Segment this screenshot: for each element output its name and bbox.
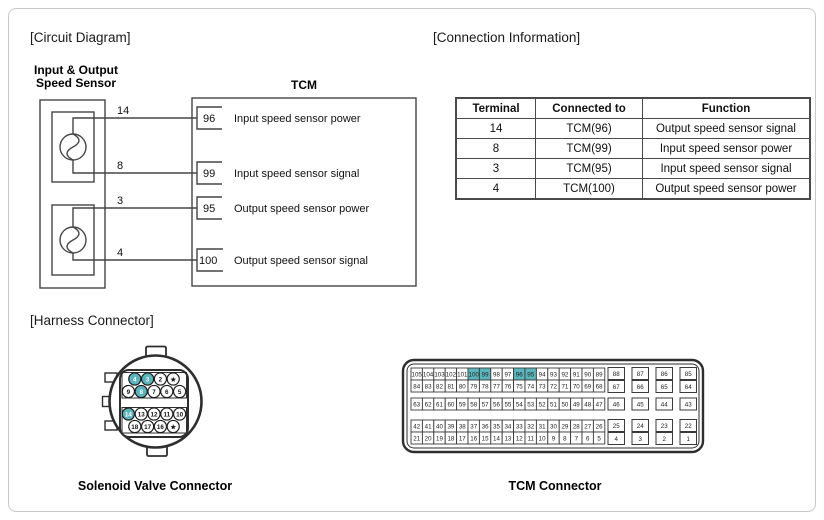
tcm-pin-label: 46 (612, 401, 620, 409)
tcm-pin-label: 56 (493, 401, 500, 409)
tcm-pin-label: 37 (470, 423, 478, 431)
tcm-pin-label: 18 (447, 435, 455, 443)
tcm-pin-label: 86 (660, 370, 668, 378)
tcm-pin-label: 80 (458, 383, 466, 391)
tcm-pin-label: 15 (481, 435, 489, 443)
solenoid-pin-label: 7 (152, 388, 156, 396)
tcm-pin-label: 72 (550, 383, 557, 391)
tcm-pin-label: 6 (585, 435, 590, 443)
wire-3-to-95 (73, 208, 197, 227)
cell-connected-to: TCM(100) (536, 179, 643, 200)
tcm-pin-label: 34 (504, 423, 512, 431)
solenoid-pin-label: 12 (150, 411, 158, 419)
col-function: Function (643, 98, 811, 119)
tcm-pin-label: 59 (458, 401, 466, 409)
tcm-pin-label: 5 (597, 435, 601, 443)
solenoid-pin-label: 4 (133, 376, 137, 384)
col-terminal: Terminal (456, 98, 536, 119)
wire-8-to-99 (73, 160, 197, 173)
tcm-pin-label: 94 (538, 371, 546, 379)
cell-terminal: 4 (456, 179, 536, 200)
tcm-pin-label: 49 (572, 401, 580, 409)
tcm-pin-label: 62 (424, 401, 432, 409)
cell-connected-to: TCM(96) (536, 119, 643, 139)
tcm-terminal-99-func: Input speed sensor signal (234, 168, 360, 180)
tcm-pin-label: 98 (493, 371, 500, 379)
tcm-pin-label: 50 (561, 401, 569, 409)
solenoid-pin-label: 5 (177, 388, 182, 396)
tcm-pin-label: 91 (572, 371, 580, 379)
tcm-pin-label: 103 (434, 371, 445, 379)
tcm-pin-label: 39 (447, 423, 455, 431)
cell-terminal: 8 (456, 139, 536, 159)
tcm-pin-label: 77 (493, 383, 500, 391)
tcm-pin-label: 93 (550, 371, 557, 379)
tcm-terminal-96-pin: 96 (203, 113, 216, 125)
solenoid-pin-label: 14 (124, 411, 132, 419)
tcm-pin-label: 30 (550, 423, 557, 431)
tcm-pin-label: 22 (684, 422, 692, 430)
tcm-pin-label: 61 (436, 401, 443, 409)
col-connected-to: Connected to (536, 98, 643, 119)
solenoid-pin-label: 17 (144, 423, 152, 431)
solenoid-pin-label: 16 (156, 423, 164, 431)
tcm-pin-label: 87 (636, 370, 644, 378)
tcm-pin-label: 79 (470, 383, 478, 391)
tcm-pin-label: 43 (684, 401, 692, 409)
table-row (456, 159, 810, 179)
tcm-pin-label: 11 (527, 435, 534, 443)
tcm-pin-label: 58 (470, 401, 478, 409)
input-sensor-wave-icon (67, 134, 79, 160)
tcm-pin-label: 35 (493, 423, 500, 431)
tcm-connector-caption: TCM Connector (508, 479, 602, 493)
tcm-pin-label: 100 (468, 371, 479, 379)
tcm-pin-label: 105 (411, 371, 422, 379)
tcm-terminal-99-pin: 99 (203, 168, 216, 180)
harness-connector-title: [Harness Connector] (30, 313, 154, 328)
cell-function: Input speed sensor power (643, 139, 811, 159)
tcm-pin-label: 8 (563, 435, 567, 443)
solenoid-pin-label: 11 (163, 411, 171, 419)
tcm-pin-label: 75 (515, 383, 523, 391)
tcm-pin-label: 60 (447, 401, 455, 409)
tcm-pin-label: 83 (424, 383, 432, 391)
tcm-pin-label: 84 (413, 383, 421, 391)
tcm-pin-label: 31 (538, 423, 546, 431)
cell-connected-to: TCM(95) (536, 159, 643, 179)
tcm-pin-label: 90 (584, 371, 592, 379)
sensor-label-line1: Input & Output (34, 63, 118, 77)
tcm-terminal-100-func: Output speed sensor signal (234, 255, 368, 267)
tcm-pin-label: 67 (612, 383, 620, 391)
tcm-pin-label: 32 (527, 423, 535, 431)
tcm-terminal-95-func: Output speed sensor power (234, 203, 370, 215)
tcm-pin-label: 19 (436, 435, 443, 443)
tcm-pin-label: 36 (481, 423, 489, 431)
wire-14-to-96 (73, 118, 197, 134)
tcm-pin-label: 65 (660, 383, 668, 391)
tcm-pin-label: 42 (413, 423, 421, 431)
tcm-pin-label: 17 (458, 435, 466, 443)
tcm-pin-label: 71 (561, 383, 569, 391)
tcm-pin-label: 55 (504, 401, 512, 409)
table-row (456, 139, 810, 159)
tcm-pin-label: 68 (595, 383, 603, 391)
connection-table-body (456, 119, 810, 200)
tcm-terminal-96-func: Input speed sensor power (234, 113, 361, 125)
tcm-pin-label: 33 (515, 423, 523, 431)
tcm-pin-label: 81 (447, 383, 455, 391)
tcm-pin-label: 45 (636, 401, 644, 409)
tcm-pin-label: 78 (481, 383, 489, 391)
connection-table (455, 97, 811, 200)
tcm-pin-label: 27 (584, 423, 592, 431)
tcm-pin-label: 70 (572, 383, 580, 391)
solenoid-valve-connector (100, 344, 212, 462)
tcm-pin-label: 48 (584, 401, 592, 409)
tcm-pin-label: 97 (504, 371, 512, 379)
table-header-row (456, 98, 810, 119)
cell-terminal: 3 (456, 159, 536, 179)
tcm-pin-label: 10 (538, 435, 546, 443)
tcm-pin-label: 96 (515, 371, 523, 379)
tcm-pin-label: 47 (595, 401, 603, 409)
tcm-pin-label: 54 (515, 401, 523, 409)
tcm-pin-label: 4 (614, 435, 618, 443)
tcm-pin-label: 82 (436, 383, 443, 391)
tcm-pin-label: 92 (561, 371, 569, 379)
tcm-pin-label: 64 (684, 383, 692, 391)
solenoid-pin-label: 9 (126, 388, 131, 396)
tcm-pin-label: 52 (538, 401, 546, 409)
cell-function: Input speed sensor signal (643, 159, 811, 179)
connection-information-title: [Connection Information] (433, 30, 581, 45)
tcm-pin-label: 1 (686, 435, 690, 443)
tcm-pin-label: 66 (636, 383, 644, 391)
tcm-pin-label: 2 (662, 435, 666, 443)
solenoid-pin-label: 6 (165, 388, 169, 396)
sensor-terminal-4: 4 (117, 247, 124, 259)
tcm-pin-label: 88 (612, 370, 620, 378)
tcm-pin-label: 102 (445, 371, 457, 379)
cell-function: Output speed sensor signal (643, 119, 811, 139)
tcm-pin-label: 85 (684, 370, 692, 378)
tcm-pin-label: 7 (574, 435, 579, 443)
sensor-terminal-14: 14 (117, 105, 130, 117)
tcm-pin-label: 13 (504, 435, 512, 443)
tcm-pin-label: 69 (584, 383, 592, 391)
solenoid-pin-label: 10 (176, 411, 184, 419)
circuit-diagram-title: [Circuit Diagram] (30, 30, 131, 45)
tcm-pin-label: 21 (413, 435, 421, 443)
cell-connected-to: TCM(99) (536, 139, 643, 159)
tcm-connector (398, 354, 708, 456)
sensor-label-line2: Speed Sensor (35, 76, 117, 90)
tcm-pin-label: 20 (424, 435, 432, 443)
tcm-pin-label: 95 (527, 371, 535, 379)
tcm-pin-label: 38 (458, 423, 466, 431)
tcm-pin-label: 53 (527, 401, 535, 409)
tcm-pin-label: 63 (413, 401, 421, 409)
tcm-label: TCM (291, 78, 317, 92)
tcm-pin-label: 23 (660, 422, 668, 430)
sensor-label (28, 64, 124, 90)
tcm-pin-label: 104 (422, 371, 434, 379)
solenoid-pin-label: 18 (131, 423, 139, 431)
table-row (456, 179, 810, 200)
solenoid-pin-label: 2 (158, 376, 163, 384)
tcm-pin-label: 76 (504, 383, 512, 391)
cell-terminal: 14 (456, 119, 536, 139)
tcm-pin-label: 57 (481, 401, 489, 409)
solenoid-connector-caption: Solenoid Valve Connector (77, 479, 233, 493)
solenoid-pin-label: 13 (137, 411, 145, 419)
cell-function: Output speed sensor power (643, 179, 811, 200)
output-sensor-wave-icon (67, 227, 79, 253)
tcm-pin-label: 101 (457, 371, 468, 379)
tcm-terminal-95-pin: 95 (203, 203, 216, 215)
tcm-pin-label: 73 (538, 383, 546, 391)
wire-4-to-100 (73, 253, 197, 260)
solenoid-pin-label: ★ (169, 422, 177, 432)
solenoid-pin-label: 8 (139, 388, 143, 396)
tcm-pin-label: 99 (481, 371, 489, 379)
tcm-pin-label: 26 (595, 423, 603, 431)
sensor-terminal-8: 8 (117, 160, 124, 172)
solenoid-pin-label: ★ (169, 374, 177, 384)
tcm-pin-label: 14 (493, 435, 500, 443)
tcm-pin-label: 40 (436, 423, 443, 431)
tcm-pin-label: 12 (515, 435, 523, 443)
tcm-pin-label: 9 (551, 435, 556, 443)
table-row (456, 119, 810, 139)
tcm-pin-label: 28 (572, 423, 580, 431)
tcm-pin-label: 3 (638, 435, 642, 443)
tcm-pin-label: 16 (470, 435, 478, 443)
tcm-pin-label: 29 (561, 423, 569, 431)
tcm-pin-label: 74 (527, 383, 535, 391)
sensor-terminal-3: 3 (117, 195, 124, 207)
tcm-pin-label: 41 (424, 423, 432, 431)
tcm-pin-label: 51 (550, 401, 557, 409)
solenoid-pin-label: 3 (145, 376, 150, 384)
tcm-pin-label: 44 (660, 401, 668, 409)
circuit-diagram (20, 88, 420, 300)
tcm-pin-label: 24 (636, 422, 644, 430)
tcm-pin-label: 25 (612, 422, 620, 430)
tcm-terminal-100-pin: 100 (199, 255, 218, 267)
tcm-pin-label: 89 (595, 371, 603, 379)
